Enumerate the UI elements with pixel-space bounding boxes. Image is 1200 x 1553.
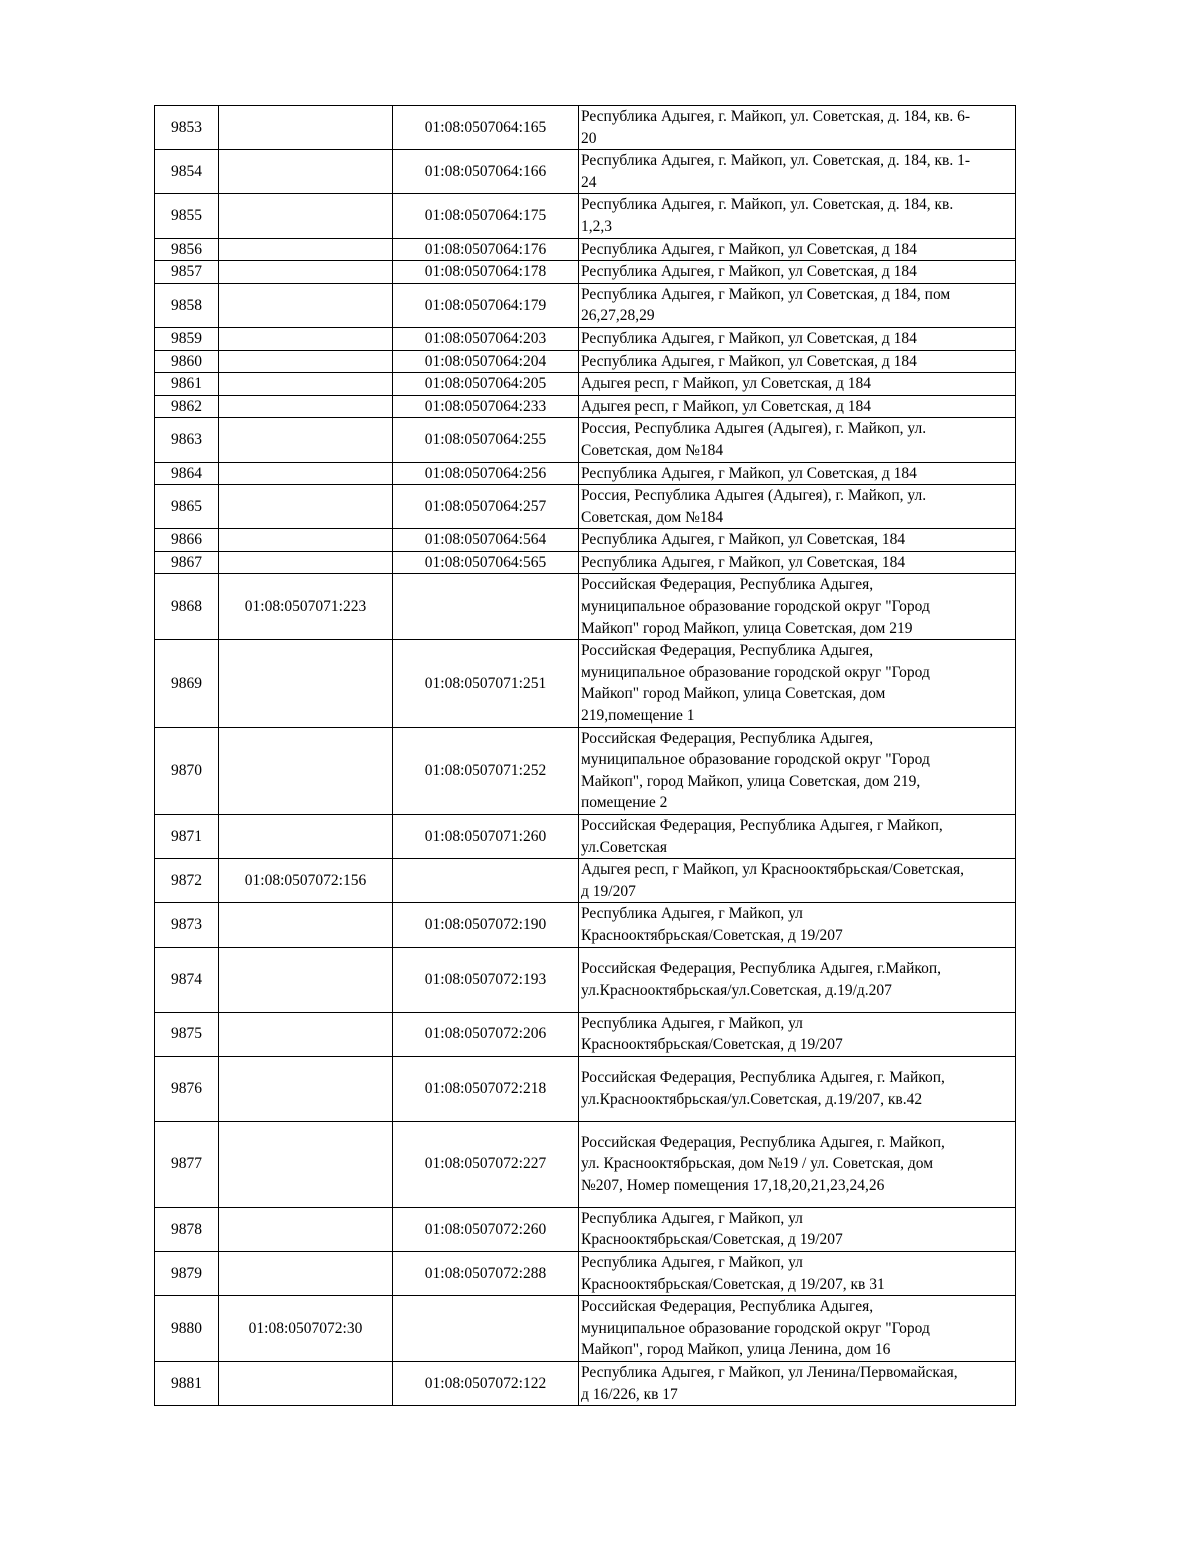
table-row bbox=[155, 1296, 1016, 1362]
address-cell: Республика Адыгея, г Майкоп, ул Советская, д 184 bbox=[579, 462, 1016, 485]
building-cadastral-cell: 01:08:0507072:122 bbox=[393, 1361, 579, 1405]
table-row bbox=[155, 1121, 1016, 1207]
address-cell: Российская Федерация, Республика Адыгея, муниципальное образование городской округ "Город Майкоп" город Майкоп, улица Советская, дом 219 bbox=[579, 574, 1016, 640]
land-cadastral-cell bbox=[219, 150, 393, 194]
land-cadastral-cell bbox=[219, 261, 393, 284]
row-number-cell: 9864 bbox=[155, 462, 219, 485]
land-cadastral-cell: 01:08:0507071:223 bbox=[219, 574, 393, 640]
land-cadastral-cell bbox=[219, 485, 393, 529]
row-number-cell: 9878 bbox=[155, 1207, 219, 1251]
land-cadastral-cell bbox=[219, 529, 393, 552]
table-row bbox=[155, 551, 1016, 574]
table-row bbox=[155, 462, 1016, 485]
land-cadastral-cell: 01:08:0507072:30 bbox=[219, 1296, 393, 1362]
row-number-cell: 9862 bbox=[155, 395, 219, 418]
table-row bbox=[155, 327, 1016, 350]
address-cell: Республика Адыгея, г. Майкоп, ул. Советская, д. 184, кв. 1,2,3 bbox=[579, 194, 1016, 238]
building-cadastral-cell: 01:08:0507064:166 bbox=[393, 150, 579, 194]
land-cadastral-cell bbox=[219, 551, 393, 574]
address-cell: Республика Адыгея, г Майкоп, ул Советская, д 184 bbox=[579, 238, 1016, 261]
address-cell: Российская Федерация, Республика Адыгея, г. Майкоп, ул. Краснооктябрьская, дом №19 / ул. Советская, дом №207, Номер помещения 17,18,20,21,23,24,26 bbox=[579, 1121, 1016, 1207]
building-cadastral-cell: 01:08:0507064:256 bbox=[393, 462, 579, 485]
table-row bbox=[155, 283, 1016, 327]
address-cell: Республика Адыгея, г Майкоп, ул Краснооктябрьская/Советская, д 19/207 bbox=[579, 1012, 1016, 1056]
table-row bbox=[155, 350, 1016, 373]
building-cadastral-cell: 01:08:0507071:260 bbox=[393, 815, 579, 859]
land-cadastral-cell bbox=[219, 462, 393, 485]
address-cell: Россия, Республика Адыгея (Адыгея), г. Майкоп, ул. Советская, дом №184 bbox=[579, 418, 1016, 462]
land-cadastral-cell bbox=[219, 238, 393, 261]
building-cadastral-cell: 01:08:0507072:190 bbox=[393, 903, 579, 947]
row-number-cell: 9879 bbox=[155, 1251, 219, 1295]
land-cadastral-cell bbox=[219, 1012, 393, 1056]
table-row bbox=[155, 395, 1016, 418]
row-number-cell: 9870 bbox=[155, 727, 219, 814]
row-number-cell: 9868 bbox=[155, 574, 219, 640]
building-cadastral-cell: 01:08:0507072:227 bbox=[393, 1121, 579, 1207]
land-cadastral-cell: 01:08:0507072:156 bbox=[219, 859, 393, 903]
land-cadastral-cell bbox=[219, 350, 393, 373]
row-number-cell: 9871 bbox=[155, 815, 219, 859]
building-cadastral-cell: 01:08:0507064:178 bbox=[393, 261, 579, 284]
address-cell: Российская Федерация, Республика Адыгея, муниципальное образование городской округ "Город Майкоп" город Майкоп, улица Советская, дом 219,помещение 1 bbox=[579, 640, 1016, 727]
row-number-cell: 9858 bbox=[155, 283, 219, 327]
property-table-body bbox=[155, 106, 1016, 1406]
row-number-cell: 9867 bbox=[155, 551, 219, 574]
table-row bbox=[155, 529, 1016, 552]
address-cell: Адыгея респ, г Майкоп, ул Советская, д 184 bbox=[579, 373, 1016, 396]
building-cadastral-cell: 01:08:0507072:260 bbox=[393, 1207, 579, 1251]
land-cadastral-cell bbox=[219, 903, 393, 947]
row-number-cell: 9880 bbox=[155, 1296, 219, 1362]
address-cell: Российская Федерация, Республика Адыгея, г. Майкоп, ул.Краснооктябрьская/ул.Советская, д.19/207, кв.42 bbox=[579, 1056, 1016, 1121]
table-row bbox=[155, 640, 1016, 727]
row-number-cell: 9873 bbox=[155, 903, 219, 947]
building-cadastral-cell: 01:08:0507064:175 bbox=[393, 194, 579, 238]
land-cadastral-cell bbox=[219, 1207, 393, 1251]
table-row bbox=[155, 1012, 1016, 1056]
building-cadastral-cell: 01:08:0507072:218 bbox=[393, 1056, 579, 1121]
address-cell: Республика Адыгея, г Майкоп, ул Советская, 184 bbox=[579, 529, 1016, 552]
building-cadastral-cell: 01:08:0507071:252 bbox=[393, 727, 579, 814]
address-cell: Республика Адыгея, г Майкоп, ул Краснооктябрьская/Советская, д 19/207, кв 31 bbox=[579, 1251, 1016, 1295]
row-number-cell: 9875 bbox=[155, 1012, 219, 1056]
land-cadastral-cell bbox=[219, 1121, 393, 1207]
address-cell: Республика Адыгея, г Майкоп, ул Краснооктябрьская/Советская, д 19/207 bbox=[579, 1207, 1016, 1251]
table-row bbox=[155, 373, 1016, 396]
address-cell: Адыгея респ, г Майкоп, ул Краснооктябрьская/Советская, д 19/207 bbox=[579, 859, 1016, 903]
building-cadastral-cell: 01:08:0507072:206 bbox=[393, 1012, 579, 1056]
land-cadastral-cell bbox=[219, 106, 393, 150]
building-cadastral-cell: 01:08:0507064:176 bbox=[393, 238, 579, 261]
address-cell: Республика Адыгея, г Майкоп, ул Советская, д 184 bbox=[579, 327, 1016, 350]
row-number-cell: 9865 bbox=[155, 485, 219, 529]
land-cadastral-cell bbox=[219, 727, 393, 814]
table-row bbox=[155, 727, 1016, 814]
table-row bbox=[155, 1361, 1016, 1405]
row-number-cell: 9863 bbox=[155, 418, 219, 462]
address-cell: Республика Адыгея, г Майкоп, ул Советская, д 184 bbox=[579, 261, 1016, 284]
building-cadastral-cell: 01:08:0507064:257 bbox=[393, 485, 579, 529]
table-row bbox=[155, 1251, 1016, 1295]
table-row bbox=[155, 574, 1016, 640]
table-row bbox=[155, 859, 1016, 903]
row-number-cell: 9855 bbox=[155, 194, 219, 238]
address-cell: Российская Федерация, Республика Адыгея, г.Майкоп, ул.Краснооктябрьская/ул.Советская, д.19/д.207 bbox=[579, 947, 1016, 1012]
building-cadastral-cell: 01:08:0507064:179 bbox=[393, 283, 579, 327]
address-cell: Республика Адыгея, г Майкоп, ул Советская, д 184 bbox=[579, 350, 1016, 373]
row-number-cell: 9860 bbox=[155, 350, 219, 373]
land-cadastral-cell bbox=[219, 1056, 393, 1121]
building-cadastral-cell: 01:08:0507071:251 bbox=[393, 640, 579, 727]
row-number-cell: 9876 bbox=[155, 1056, 219, 1121]
land-cadastral-cell bbox=[219, 1251, 393, 1295]
address-cell: Республика Адыгея, г Майкоп, ул Советская, д 184, пом 26,27,28,29 bbox=[579, 283, 1016, 327]
land-cadastral-cell bbox=[219, 395, 393, 418]
row-number-cell: 9856 bbox=[155, 238, 219, 261]
row-number-cell: 9874 bbox=[155, 947, 219, 1012]
row-number-cell: 9853 bbox=[155, 106, 219, 150]
address-cell: Республика Адыгея, г. Майкоп, ул. Советская, д. 184, кв. 6- 20 bbox=[579, 106, 1016, 150]
table-row bbox=[155, 815, 1016, 859]
row-number-cell: 9866 bbox=[155, 529, 219, 552]
building-cadastral-cell: 01:08:0507064:255 bbox=[393, 418, 579, 462]
row-number-cell: 9859 bbox=[155, 327, 219, 350]
address-cell: Российская Федерация, Республика Адыгея, г Майкоп, ул.Советская bbox=[579, 815, 1016, 859]
building-cadastral-cell bbox=[393, 1296, 579, 1362]
table-row bbox=[155, 261, 1016, 284]
building-cadastral-cell: 01:08:0507072:193 bbox=[393, 947, 579, 1012]
address-cell: Республика Адыгея, г Майкоп, ул Ленина/Первомайская, д 16/226, кв 17 bbox=[579, 1361, 1016, 1405]
row-number-cell: 9857 bbox=[155, 261, 219, 284]
address-cell: Республика Адыгея, г Майкоп, ул Краснооктябрьская/Советская, д 19/207 bbox=[579, 903, 1016, 947]
table-row bbox=[155, 150, 1016, 194]
table-row bbox=[155, 418, 1016, 462]
table-row bbox=[155, 485, 1016, 529]
land-cadastral-cell bbox=[219, 418, 393, 462]
row-number-cell: 9869 bbox=[155, 640, 219, 727]
table-row bbox=[155, 1056, 1016, 1121]
table-row bbox=[155, 238, 1016, 261]
building-cadastral-cell: 01:08:0507064:565 bbox=[393, 551, 579, 574]
address-cell: Республика Адыгея, г Майкоп, ул Советская, 184 bbox=[579, 551, 1016, 574]
row-number-cell: 9861 bbox=[155, 373, 219, 396]
address-cell: Республика Адыгея, г. Майкоп, ул. Советская, д. 184, кв. 1- 24 bbox=[579, 150, 1016, 194]
building-cadastral-cell bbox=[393, 859, 579, 903]
table-row bbox=[155, 194, 1016, 238]
row-number-cell: 9854 bbox=[155, 150, 219, 194]
land-cadastral-cell bbox=[219, 194, 393, 238]
land-cadastral-cell bbox=[219, 327, 393, 350]
land-cadastral-cell bbox=[219, 947, 393, 1012]
address-cell: Россия, Республика Адыгея (Адыгея), г. Майкоп, ул. Советская, дом №184 bbox=[579, 485, 1016, 529]
building-cadastral-cell: 01:08:0507064:233 bbox=[393, 395, 579, 418]
building-cadastral-cell: 01:08:0507064:205 bbox=[393, 373, 579, 396]
building-cadastral-cell: 01:08:0507064:204 bbox=[393, 350, 579, 373]
land-cadastral-cell bbox=[219, 815, 393, 859]
land-cadastral-cell bbox=[219, 373, 393, 396]
building-cadastral-cell: 01:08:0507064:203 bbox=[393, 327, 579, 350]
address-cell: Российская Федерация, Республика Адыгея, муниципальное образование городской округ "Город Майкоп", город Майкоп, улица Ленина, дом 16 bbox=[579, 1296, 1016, 1362]
table-row bbox=[155, 947, 1016, 1012]
row-number-cell: 9877 bbox=[155, 1121, 219, 1207]
address-cell: Российская Федерация, Республика Адыгея, муниципальное образование городской округ "Город Майкоп", город Майкоп, улица Советская, дом 219, помещение 2 bbox=[579, 727, 1016, 814]
table-row bbox=[155, 1207, 1016, 1251]
land-cadastral-cell bbox=[219, 1361, 393, 1405]
land-cadastral-cell bbox=[219, 283, 393, 327]
building-cadastral-cell: 01:08:0507064:165 bbox=[393, 106, 579, 150]
building-cadastral-cell: 01:08:0507072:288 bbox=[393, 1251, 579, 1295]
address-cell: Адыгея респ, г Майкоп, ул Советская, д 184 bbox=[579, 395, 1016, 418]
land-cadastral-cell bbox=[219, 640, 393, 727]
building-cadastral-cell bbox=[393, 574, 579, 640]
property-table bbox=[154, 105, 1016, 1406]
row-number-cell: 9881 bbox=[155, 1361, 219, 1405]
table-row bbox=[155, 106, 1016, 150]
table-row bbox=[155, 903, 1016, 947]
building-cadastral-cell: 01:08:0507064:564 bbox=[393, 529, 579, 552]
row-number-cell: 9872 bbox=[155, 859, 219, 903]
